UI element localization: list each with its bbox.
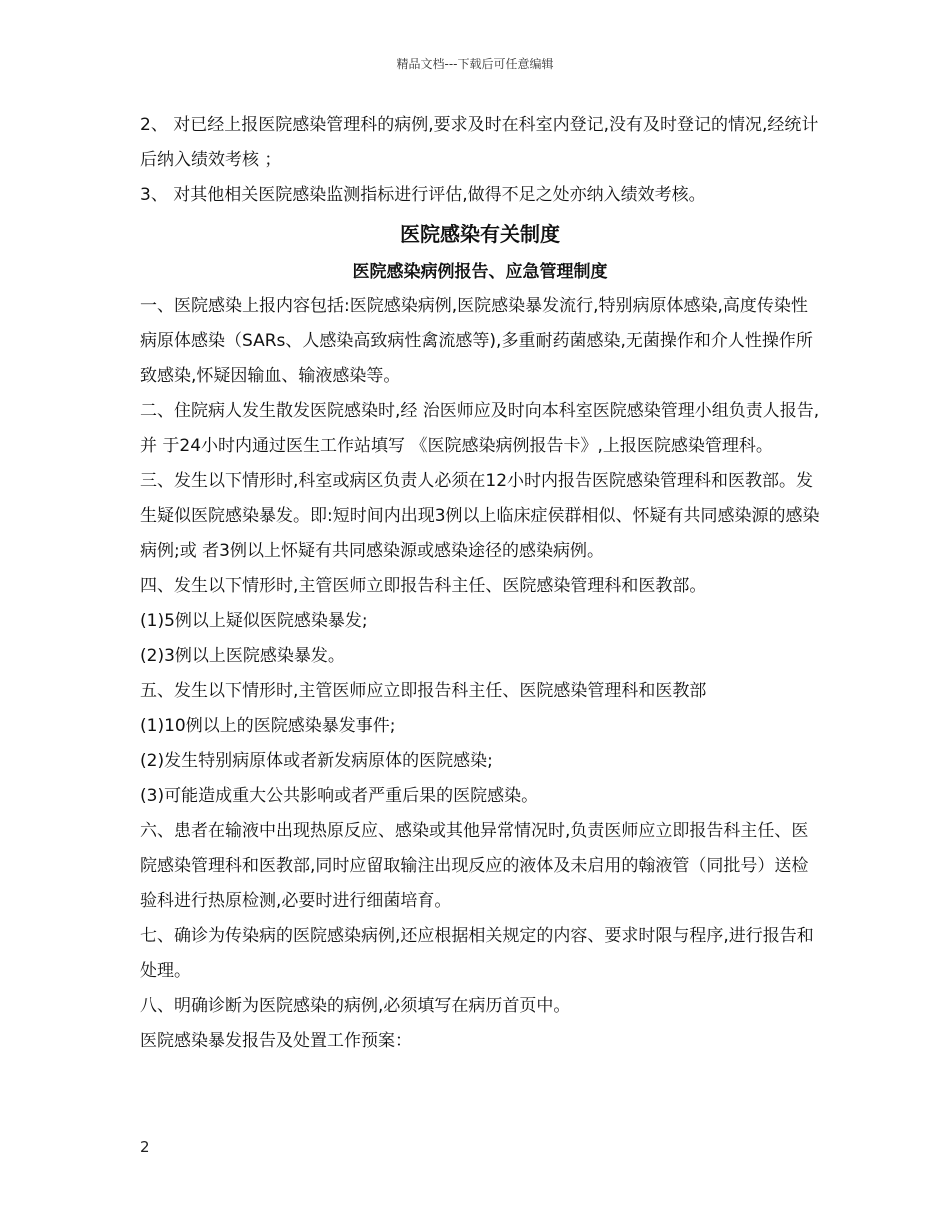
paragraph-5-item-2: (2)发生特别病原体或者新发病原体的医院感染; [140,751,493,771]
paragraph-5-item-3: (3)可能造成重大公共影响或者严重后果的医院感染。 [140,786,539,806]
paragraph-5: 五、发生以下情形时,主管医师应立即报告科主任、医院感染管理科和医教部 [140,681,707,701]
section-title: 医院感染病例报告、应急管理制度 [352,262,608,282]
paragraph-6: 六、患者在输液中出现热原反应、感染或其他异常情况时,负责医师应立即报告科主任、医院感染管理科和医教部,同时应留取输注出现反应的液体及未启用的翰液管（同批号）送检验科进行热原检测,必要时进行细菌培育。 [140,821,809,911]
paragraph-4-item-2: (2)3例以上医院感染暴发。 [140,646,345,666]
paragraph-2: 二、住院病人发生散发医院感染时,经 治医师应及时向本科室医院感染管理小组负责人报告,并 于24小时内通过医生工作站填写 《医院感染病例报告卡》,上报医院感染管理科。 [140,401,820,456]
paragraph-5-item-1: (1)10例以上的医院感染暴发事件; [140,716,396,736]
document-body [140,108,820,1059]
intro-item-3: 3、 对其他相关医院感染监测指标进行评估,做得不足之处亦纳入绩效考核。 [140,185,706,205]
paragraph-3: 三、发生以下情形时,科室或病区负责人必须在12小时内报告医院感染管理科和医教部。发生疑似医院感染暴发。即:短时间内出现3例以上临床症侯群相似、怀疑有共同感染源的感染病例;或 者3例以上怀疑有共同感染源或感染途径的感染病例。 [140,471,820,561]
page-header-note: 精品文档---下载后可任意编辑 [396,57,554,71]
paragraph-plan-heading: 医院感染暴发报告及处置工作预案： [140,1031,412,1051]
page-number: 2 [140,1138,150,1156]
paragraph-1: 一、医院感染上报内容包括:医院感染病例,医院感染暴发流行,特别病原体感染,高度传染性病原体感染（SARs、人感染高致病性禽流感等),多重耐药菌感染,无菌操作和介人性操作所致感染,怀疑因输血、输液感染等。 [140,296,813,386]
document-title: 医院感染有关制度 [400,222,560,246]
paragraph-4-item-1: (1)5例以上疑似医院感染暴发; [140,611,368,631]
paragraph-8: 八、明确诊断为医院感染的病例,必须填写在病历首页中。 [140,996,571,1016]
paragraph-4: 四、发生以下情形时,主管医师立即报告科主任、医院感染管理科和医教部。 [140,576,707,596]
intro-item-2: 2、 对已经上报医院感染管理科的病例,要求及时在科室内登记,没有及时登记的情况,经统计后纳入绩效考核 ； [140,115,819,170]
paragraph-7: 七、确诊为传染病的医院感染病例,还应根据相关规定的内容、要求时限与程序,进行报告和处理。 [140,926,814,981]
